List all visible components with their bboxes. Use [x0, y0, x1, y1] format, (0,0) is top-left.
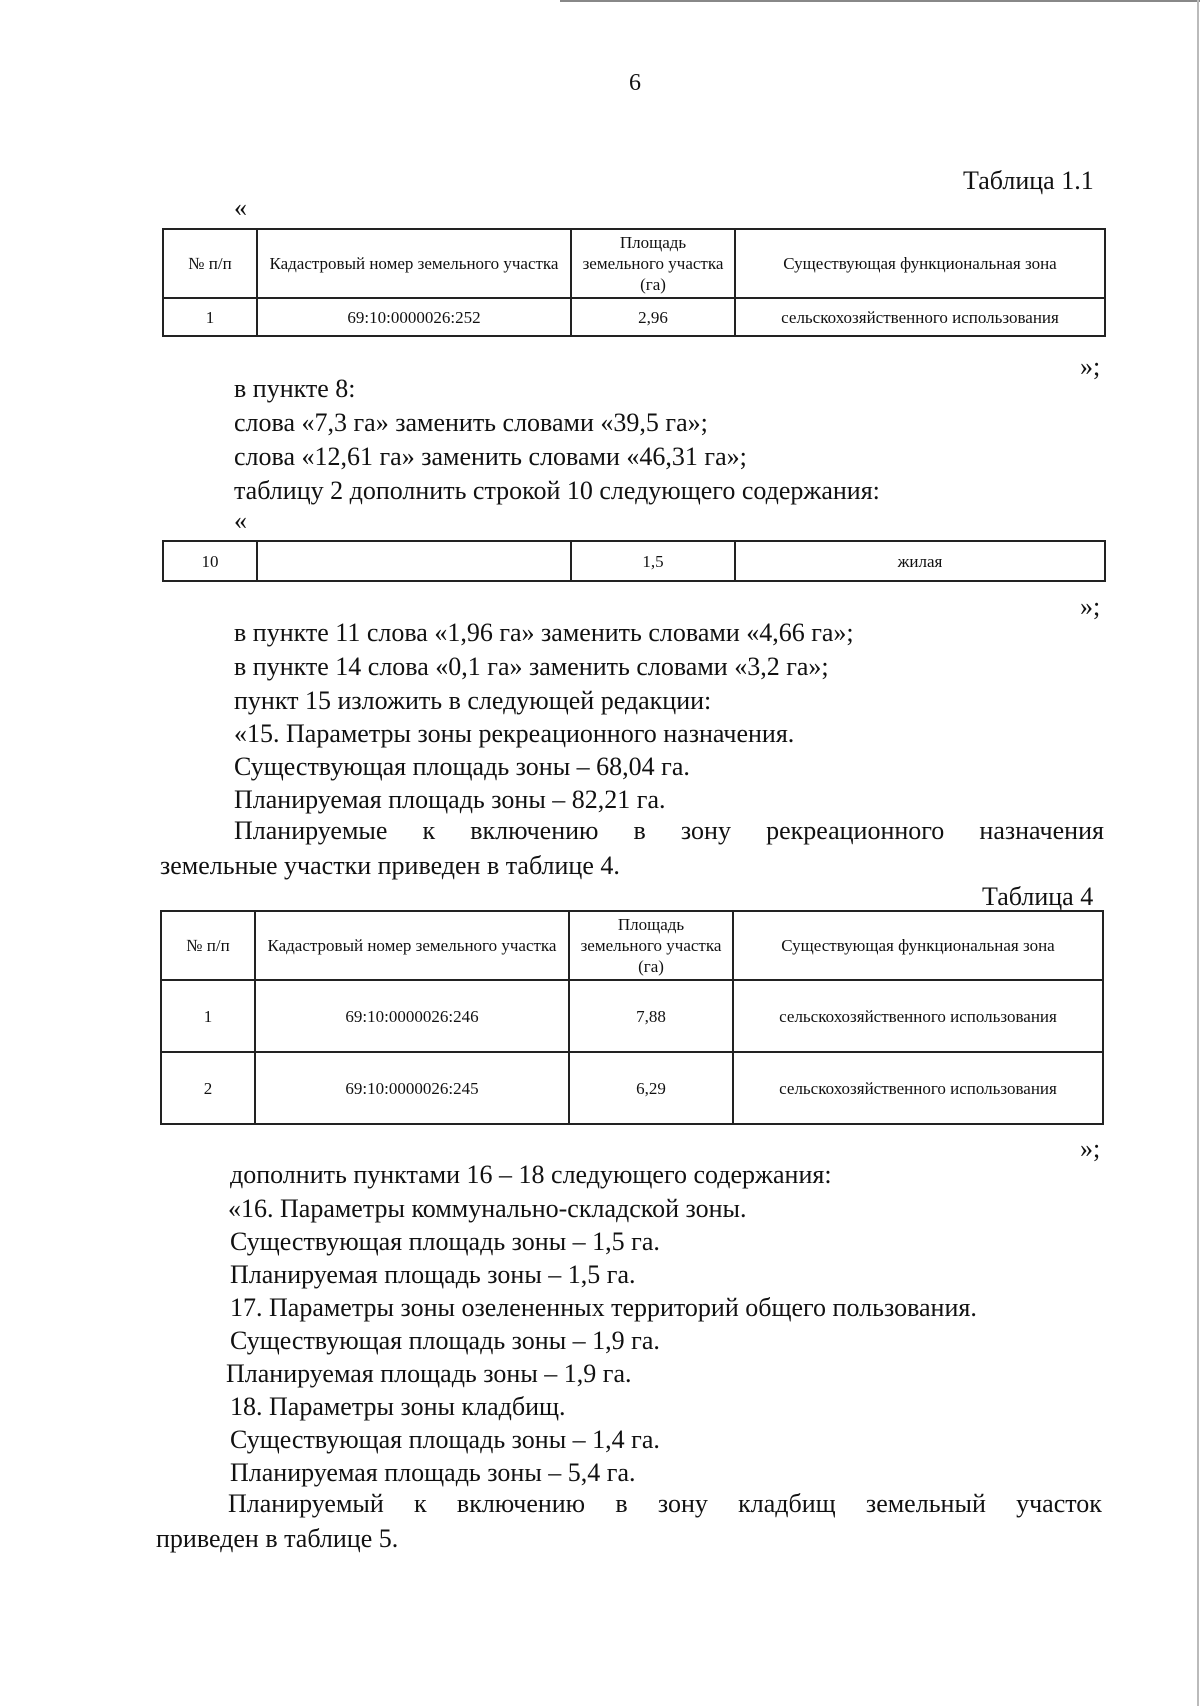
table-1-1 — [162, 228, 1106, 337]
table-header-cell: Существующая функциональная зона — [733, 911, 1103, 980]
table-header-cell: Площадь земельного участка (га) — [571, 229, 735, 298]
table-cell: 6,29 — [569, 1052, 733, 1124]
paragraph-line: в пункте 8: — [234, 374, 356, 403]
word: к — [414, 1489, 427, 1518]
table-header-cell: Кадастровый номер земельного участка — [255, 911, 569, 980]
table-header-cell: Кадастровый номер земельного участка — [257, 229, 571, 298]
table-2-close-quote: »; — [1080, 592, 1101, 621]
table-cell: 1 — [163, 298, 257, 336]
table-cell: 7,88 — [569, 980, 733, 1052]
table-4 — [160, 910, 1104, 1125]
word: зону — [680, 816, 731, 845]
paragraph-line: слова «7,3 га» заменить словами «39,5 га»; — [234, 408, 708, 437]
table-header-cell: Существующая функциональная зона — [735, 229, 1105, 298]
paragraph-line: таблицу 2 дополнить строкой 10 следующего содержания: — [234, 476, 880, 505]
table-cell: 2,96 — [571, 298, 735, 336]
table-1-1-open-quote: « — [234, 193, 247, 222]
paragraph-line: дополнить пунктами 16 – 18 следующего содержания: — [230, 1160, 832, 1189]
table-cell: жилая — [735, 541, 1105, 581]
table-cell — [257, 541, 571, 581]
word: в — [633, 816, 646, 845]
table-1-1-close-quote: »; — [1080, 352, 1101, 381]
table-cell: 69:10:0000026:245 — [255, 1052, 569, 1124]
word: к — [422, 816, 436, 845]
paragraph-line: 17. Параметры зоны озелененных территорий общего пользования. — [230, 1293, 977, 1322]
word: участок — [1016, 1489, 1102, 1518]
table-header-cell: Площадь земельного участка (га) — [569, 911, 733, 980]
paragraph-line: Существующая площадь зоны – 1,4 га. — [230, 1425, 660, 1454]
paragraph-line: Планируемая площадь зоны – 5,4 га. — [230, 1458, 636, 1487]
word: кладбищ — [738, 1489, 836, 1518]
table-header-cell: № п/п — [163, 229, 257, 298]
paragraph-line: в пункте 14 слова «0,1 га» заменить словами «3,2 га»; — [234, 652, 829, 681]
paragraph-line: Существующая площадь зоны – 1,9 га. — [230, 1326, 660, 1355]
table-cell: 2 — [161, 1052, 255, 1124]
table-cell: сельскохозяйственного использования — [735, 298, 1105, 336]
table-cell: 1,5 — [571, 541, 735, 581]
justified-line-cemetery — [228, 1489, 1102, 1519]
paragraph-line: 18. Параметры зоны кладбищ. — [230, 1392, 566, 1421]
table-cell: сельскохозяйственного использования — [733, 980, 1103, 1052]
table-row — [163, 541, 1105, 581]
table-row — [161, 980, 1103, 1052]
table-2-row-10 — [162, 540, 1106, 582]
paragraph-line: слова «12,61 га» заменить словами «46,31 га»; — [234, 442, 747, 471]
word: зону — [657, 1489, 708, 1518]
word: Планируемый — [228, 1489, 384, 1518]
table-cell: сельскохозяйственного использования — [733, 1052, 1103, 1124]
table-cell: 10 — [163, 541, 257, 581]
table-cell: 69:10:0000026:252 — [257, 298, 571, 336]
table-4-caption: Таблица 4 — [982, 882, 1094, 911]
table-1-1-caption: Таблица 1.1 — [963, 166, 1094, 195]
table-header-row — [163, 229, 1105, 298]
paragraph-line: приведен в таблице 5. — [156, 1524, 399, 1553]
word: рекреационного — [766, 816, 945, 845]
paragraph-line: Планируемая площадь зоны – 82,21 га. — [234, 785, 666, 814]
right-edge-line — [1197, 0, 1199, 1706]
page-number: 6 — [629, 70, 641, 96]
paragraph-line: «15. Параметры зоны рекреационного назначения. — [234, 719, 795, 748]
paragraph-line: земельные участки приведен в таблице 4. — [160, 851, 620, 880]
word: включению — [470, 816, 599, 845]
table-4-close-quote: »; — [1080, 1134, 1101, 1163]
word: Планируемые — [234, 816, 388, 845]
word: в — [615, 1489, 628, 1518]
paragraph-line: в пункте 11 слова «1,96 га» заменить словами «4,66 га»; — [234, 618, 854, 647]
paragraph-line: Существующая площадь зоны – 68,04 га. — [234, 752, 690, 781]
paragraph-line: пункт 15 изложить в следующей редакции: — [234, 686, 712, 715]
table-header-cell: № п/п — [161, 911, 255, 980]
justified-line-recreation — [234, 816, 1104, 846]
paragraph-line: Планируемая площадь зоны – 1,9 га. — [226, 1359, 632, 1388]
word: назначения — [979, 816, 1104, 845]
top-edge-line — [560, 0, 1200, 2]
table-2-open-quote: « — [234, 506, 247, 535]
table-header-row — [161, 911, 1103, 980]
table-row — [161, 1052, 1103, 1124]
paragraph-line: Планируемая площадь зоны – 1,5 га. — [230, 1260, 636, 1289]
table-cell: 1 — [161, 980, 255, 1052]
paragraph-line: «16. Параметры коммунально-складской зоны. — [228, 1194, 747, 1223]
table-row — [163, 298, 1105, 336]
table-cell: 69:10:0000026:246 — [255, 980, 569, 1052]
word: земельный — [865, 1489, 986, 1518]
word: включению — [456, 1489, 586, 1518]
paragraph-line: Существующая площадь зоны – 1,5 га. — [230, 1227, 660, 1256]
